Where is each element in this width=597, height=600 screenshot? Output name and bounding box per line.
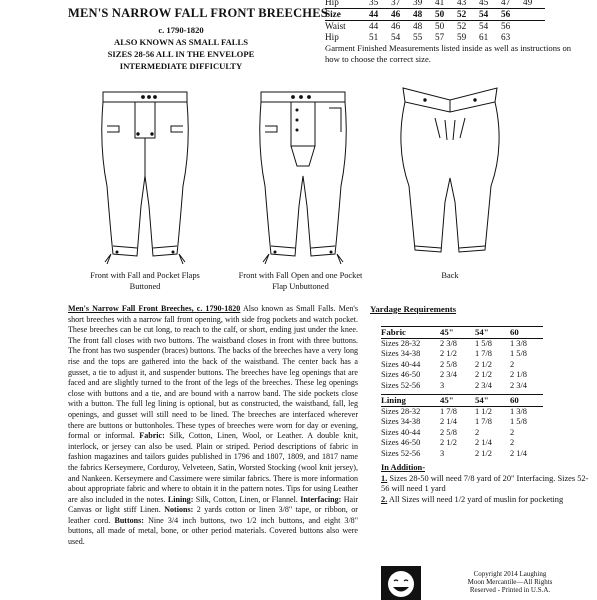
cell: 2 1/2 [475,359,492,369]
pattern-description [68,304,358,548]
copyright-line: Copyright 2014 Laughing [473,570,547,578]
cell: 63 [501,32,511,42]
cell: 55 [413,32,423,42]
cell: 54 [479,9,501,21]
item-number: 1. [381,473,388,483]
cell: 1 3/8 [510,406,527,416]
table-row [381,381,543,392]
cell: 37 [391,0,401,7]
lining-yardage-table [381,394,543,460]
cell: 1 5/8 [510,417,527,427]
cell: 1 3/8 [510,338,527,348]
header-cell: 60 [510,395,543,407]
header-cell: Lining [381,395,440,407]
table-row [381,438,543,449]
cell: Sizes 52-56 [381,448,421,458]
cell: 3 [440,380,445,390]
cell: 46 [391,21,401,31]
lining-text: Silk, Cotton, Linen, or Flannel. [193,494,301,504]
table-row [381,338,543,349]
cell: 2 1/4 [510,448,527,458]
table-row [381,406,543,417]
fabric-text: Silk, Cotton, Linen, Wool, or Leather. A double knit, interlock, or jersey can also be used. Plain or striped. Period descriptions of fabric in fashion magazines and tailors guides published in 1796 and 1807, 1809, and 1817 name the fabrics Kerseymere, Corduroy, Velveteen, Satin, Worsted Stocking (wool knit jersey), and Nankeen. Kerseymere and Cassimere were similar fabrics. There is more information about appropriate fabric and where to obtain it in the pattern notes. Tips for using Leather are also included in the notes. [68,431,358,504]
description-body: Also known as Small Falls. Men's short breeches with a narrow fall front opening, with side frog pockets and watch pocket. These breeches can be cut long, to reach to the calf, or short, ending just under the knee. The front fall closes with two buttons. The waistband closes in front with three buttons. The front has two suspender (braces) buttons. The backs of the breeches have a very long rise and the tops are gathered into the back of the waistband. The center back has a gusset, a tie to adjust it, and suspender buttons. The breeches have leg openings that are faced and are slightly turned to the front of the legs of the breeches. These leg openings close with buttons and a tie, and are bound with a narrow band. The side pockets close with a button. The full leg lining is optional, but as constructed, the waistband, fall, leg openings, and gusset will still need to be lined. The breeches are interfaced wherever there are buttons or buttonholes. These types of breeches were worn for day or evening, formal or informal. [68,304,358,441]
table-row [381,449,543,460]
cell: 57 [435,32,445,42]
header-cell: 45" [440,395,475,407]
cell: 50 [435,9,457,21]
cell: 46 [391,9,413,21]
table-row [381,360,543,371]
caption-back: Back [441,271,459,280]
cell: 1 7/8 [475,417,492,427]
cell: 2 [475,427,480,437]
cell: 1 7/8 [475,349,492,359]
cell: 47 [501,0,511,7]
row-label: Waist [325,21,346,31]
cell: 43 [457,0,467,7]
description-lead: Men's Narrow Fall Front Breeches, c. 1790-1820 [68,304,241,313]
aka-subtitle: ALSO KNOWN AS SMALL FALLS [113,37,249,47]
cell: 2 1/2 [475,370,492,380]
cell: 2 3/4 [475,380,492,390]
addition-title: In Addition- [381,463,425,472]
lining-label: Lining: [167,494,194,504]
hip-row-large [325,32,545,43]
cell: 48 [413,21,423,31]
cell: Sizes 52-56 [381,380,421,390]
cell: 56 [501,9,523,21]
row-label: Size [325,9,369,21]
cell: Sizes 40-44 [381,359,421,369]
table-header [381,395,543,407]
item-text: All Sizes will need 1/2 yard of muslin for pocketing [387,494,564,504]
header-cell: 60 [510,327,543,339]
notions-label: Notions: [164,505,194,515]
row-label: Hip [325,32,339,42]
cell: Sizes 28-32 [381,406,421,416]
cell: 2 1/4 [475,438,492,448]
cell: 45 [479,0,489,7]
header-cell: 54" [475,327,510,339]
caption-front-buttoned: Front with Fall and Pocket Flaps Buttoned [90,271,200,291]
addition-item-2 [381,495,591,506]
cell: 39 [413,0,423,7]
cell: 2 5/8 [440,427,457,437]
cell: Sizes 46-50 [381,370,421,380]
fabric-yardage-table [381,326,543,392]
cell: 1 5/8 [475,338,492,348]
cell: Sizes 34-38 [381,349,421,359]
cell: 1 5/8 [510,349,527,359]
cell: 52 [457,9,479,21]
cell: Sizes 28-32 [381,338,421,348]
buttons-text: Nine 3/4 inch buttons, two 1/2 inch buttons, and eight 3/8" buttons, all made of metal, bone, or other period materials. Covered buttons also were used. [68,515,358,547]
additional-requirements [381,463,591,505]
yardage-title: Yardage Requirements [370,304,457,314]
cell: 2 1/2 [440,438,457,448]
cell: 52 [457,21,467,31]
interfacing-text: Hair Canvas or light stiff Linen. [68,494,359,515]
table-row [381,349,543,360]
notions-text: 2 yards cotton or linen 3/8" tape, or ribbon, or leather cord. [68,505,358,525]
cell: 54 [479,21,489,31]
cell: 2 5/8 [440,359,457,369]
cell: 2 1/2 [440,349,457,359]
cell: Sizes 46-50 [381,438,421,448]
table-header [381,327,543,339]
cell: 59 [457,32,467,42]
caption-front-open: Front with Fall Open and one Pocket Flap Unbuttoned [238,271,363,291]
cell: 3 [440,448,445,458]
cell: 44 [369,21,379,31]
header-cell: 45" [440,327,475,339]
size-row [325,9,545,21]
item-number: 2. [381,494,388,504]
cell: 2 3/4 [440,370,457,380]
cell: 2 [510,427,515,437]
cell: 49 [523,0,533,7]
table-row [381,417,543,428]
cell: 1 7/8 [440,406,457,416]
cell: 54 [391,32,401,42]
cell: 2 1/2 [475,448,492,458]
fabric-label: Fabric: [139,431,165,441]
front-open-illustration [253,86,353,276]
cell: 41 [435,0,445,7]
row-label: Hip [325,0,339,7]
table-row [381,428,543,439]
cell: 1 1/2 [475,406,492,416]
cell: 61 [479,32,489,42]
interfacing-label: Interfacing: [300,494,342,504]
cell: 2 1/4 [440,417,457,427]
table-row [381,370,543,381]
cell: 48 [413,9,435,21]
cell: 2 [510,359,515,369]
copyright-line: Reserved - Printed in U.S.A. [469,586,551,594]
pattern-title: MEN'S NARROW FALL FRONT BREECHES [68,6,328,20]
size-measurement-table [325,0,545,43]
front-buttoned-illustration [95,86,195,276]
buttons-label: Buttons: [114,515,144,525]
item-text: Sizes 28-50 will need 7/8 yard of 20" Interfacing. Sizes 52-56 will need 1 yard [381,473,589,494]
sizes-subtitle: SIZES 28-56 ALL IN THE ENVELOPE [107,49,255,59]
cell: 56 [501,21,511,31]
header-cell: 54" [475,395,510,407]
cell: 44 [369,9,391,21]
cell: 35 [369,0,379,7]
cell: 2 3/4 [510,380,527,390]
cell: 2 3/8 [440,338,457,348]
back-illustration [395,78,505,268]
copyright-line: Moon Mercantile—All Rights [467,578,553,586]
hip-row-small [325,0,545,9]
cell: Sizes 40-44 [381,427,421,437]
cell: 2 1/8 [510,370,527,380]
waist-row [325,21,545,33]
period-subtitle: c. 1790-1820 [158,25,204,35]
header-cell: Fabric [381,327,440,339]
measurement-note: Garment Finished Measurements listed inside as well as instructions on how to choose the correct size. [325,43,572,64]
cell: Sizes 34-38 [381,417,421,427]
addition-item-1 [381,474,591,495]
cell: 50 [435,21,445,31]
cell: 2 [510,438,515,448]
difficulty-subtitle: INTERMEDIATE DIFFICULTY [119,61,243,71]
cell: 51 [369,32,379,42]
copyright-notice [430,570,590,594]
laughing-moon-logo-icon [381,566,421,600]
